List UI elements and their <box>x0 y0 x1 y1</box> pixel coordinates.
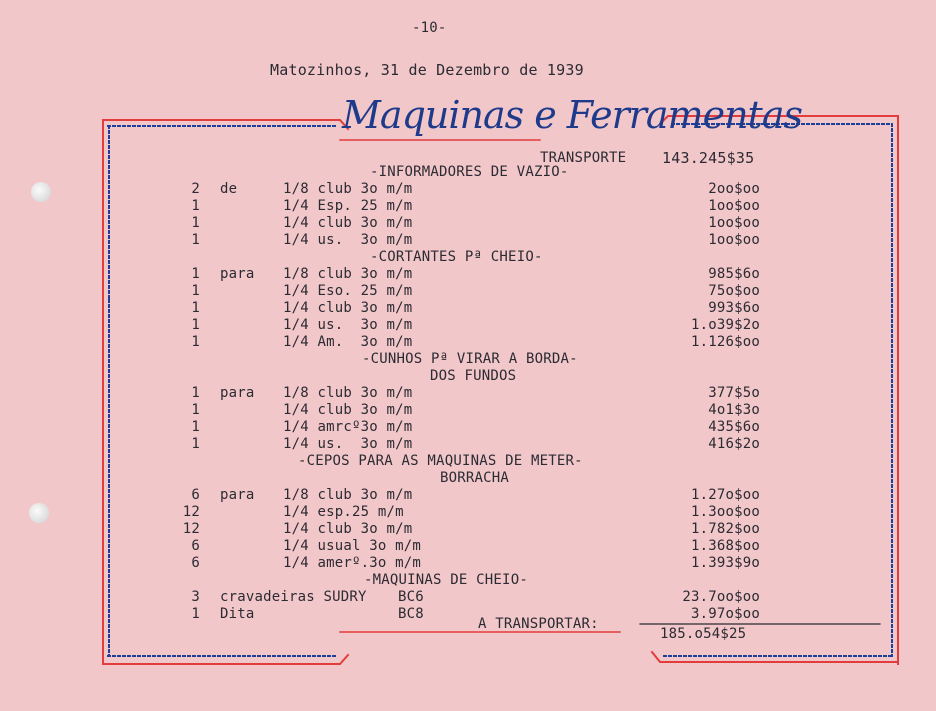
row-quantity: 1 <box>191 419 200 435</box>
row-description: 1/4 club 3o m/m <box>283 521 413 537</box>
row-price: 3.97o$oo <box>690 606 760 622</box>
row-price: 4o1$3o <box>708 402 760 418</box>
row-word: de <box>220 181 238 197</box>
transport-out-label: A TRANSPORTAR: <box>478 616 599 632</box>
transport-out-amount: 185.o54$25 <box>660 626 747 642</box>
row-quantity: 1 <box>191 402 200 418</box>
row-quantity: 3 <box>191 589 200 605</box>
row-description: 1/4 Esp. 25 m/m <box>283 198 413 214</box>
row-description: 1/4 club 3o m/m <box>283 215 413 231</box>
row-quantity: 2 <box>191 181 200 197</box>
row-description: 1/4 amrcº3o m/m <box>283 419 413 435</box>
page-title: Maquinas e Ferramentas <box>342 93 802 137</box>
section-heading: BORRACHA <box>440 470 510 486</box>
row-description: 1/4 usual 3o m/m <box>283 538 422 554</box>
row-quantity: 1 <box>191 317 200 333</box>
row-description: BC6 <box>398 589 424 605</box>
row-description: 1/4 club 3o m/m <box>283 300 413 316</box>
section-heading: -CEPOS PARA AS MAQUINAS DE METER- <box>298 453 583 469</box>
row-description: BC8 <box>398 606 424 622</box>
row-quantity: 1 <box>191 266 200 282</box>
row-price: 377$5o <box>708 385 760 401</box>
row-description: 1/4 Am. 3o m/m <box>283 334 413 350</box>
row-price: 985$6o <box>708 266 760 282</box>
row-quantity: 6 <box>191 555 200 571</box>
row-quantity: 1 <box>191 300 200 316</box>
row-price: 435$6o <box>708 419 760 435</box>
row-price: 1.782$oo <box>690 521 760 537</box>
row-price: 993$6o <box>708 300 760 316</box>
row-price: 1.393$9o <box>690 555 760 571</box>
section-heading: -CORTANTES Pª CHEIO- <box>370 249 543 265</box>
row-price: 1.3oo$oo <box>690 504 760 520</box>
row-price: 1.27o$oo <box>690 487 760 503</box>
row-quantity: 6 <box>191 538 200 554</box>
row-quantity: 1 <box>191 436 200 452</box>
row-price: 1.368$oo <box>690 538 760 554</box>
transport-in-amount: 143.245$35 <box>662 149 755 167</box>
row-description: 1/8 club 3o m/m <box>283 181 413 197</box>
row-description: 1/4 us. 3o m/m <box>283 317 413 333</box>
row-word: para <box>220 487 255 503</box>
date-line: Matozinhos, 31 de Dezembro de 1939 <box>270 61 584 79</box>
section-heading: -INFORMADORES DE VAZIO- <box>370 164 569 180</box>
row-price: 1oo$oo <box>708 215 760 231</box>
row-word: Dita <box>220 606 255 622</box>
row-description: 1/4 us. 3o m/m <box>283 232 413 248</box>
row-description: 1/4 us. 3o m/m <box>283 436 413 452</box>
row-description: 1/8 club 3o m/m <box>283 385 413 401</box>
row-quantity: 1 <box>191 215 200 231</box>
row-quantity: 12 <box>182 521 200 537</box>
row-price: 1oo$oo <box>708 232 760 248</box>
row-description: 1/8 club 3o m/m <box>283 266 413 282</box>
row-description: 1/4 esp.25 m/m <box>283 504 404 520</box>
row-price: 1oo$oo <box>708 198 760 214</box>
row-word: para <box>220 266 255 282</box>
row-quantity: 1 <box>191 283 200 299</box>
row-price: 2oo$oo <box>708 181 760 197</box>
row-quantity: 6 <box>191 487 200 503</box>
row-price: 1.126$oo <box>690 334 760 350</box>
row-quantity: 1 <box>191 334 200 350</box>
section-heading: -CUNHOS Pª VIRAR A BORDA- <box>362 351 578 367</box>
row-description: 1/4 club 3o m/m <box>283 402 413 418</box>
row-description: 1/8 club 3o m/m <box>283 487 413 503</box>
page-number: -10- <box>412 20 447 36</box>
row-quantity: 1 <box>191 606 200 622</box>
row-quantity: 1 <box>191 232 200 248</box>
transport-in-label: TRANSPORTE <box>540 150 627 166</box>
row-quantity: 12 <box>182 504 200 520</box>
row-description: 1/4 amerº.3o m/m <box>283 555 422 571</box>
row-word: cravadeiras SUDRY <box>220 589 367 605</box>
row-price: 75o$oo <box>708 283 760 299</box>
row-price: 1.o39$2o <box>690 317 760 333</box>
row-word: para <box>220 385 255 401</box>
row-description: 1/4 Eso. 25 m/m <box>283 283 413 299</box>
section-heading: DOS FUNDOS <box>430 368 517 384</box>
section-heading: -MAQUINAS DE CHEIO- <box>364 572 528 588</box>
row-price: 416$2o <box>708 436 760 452</box>
row-quantity: 1 <box>191 198 200 214</box>
row-price: 23.7oo$oo <box>682 589 760 605</box>
row-quantity: 1 <box>191 385 200 401</box>
